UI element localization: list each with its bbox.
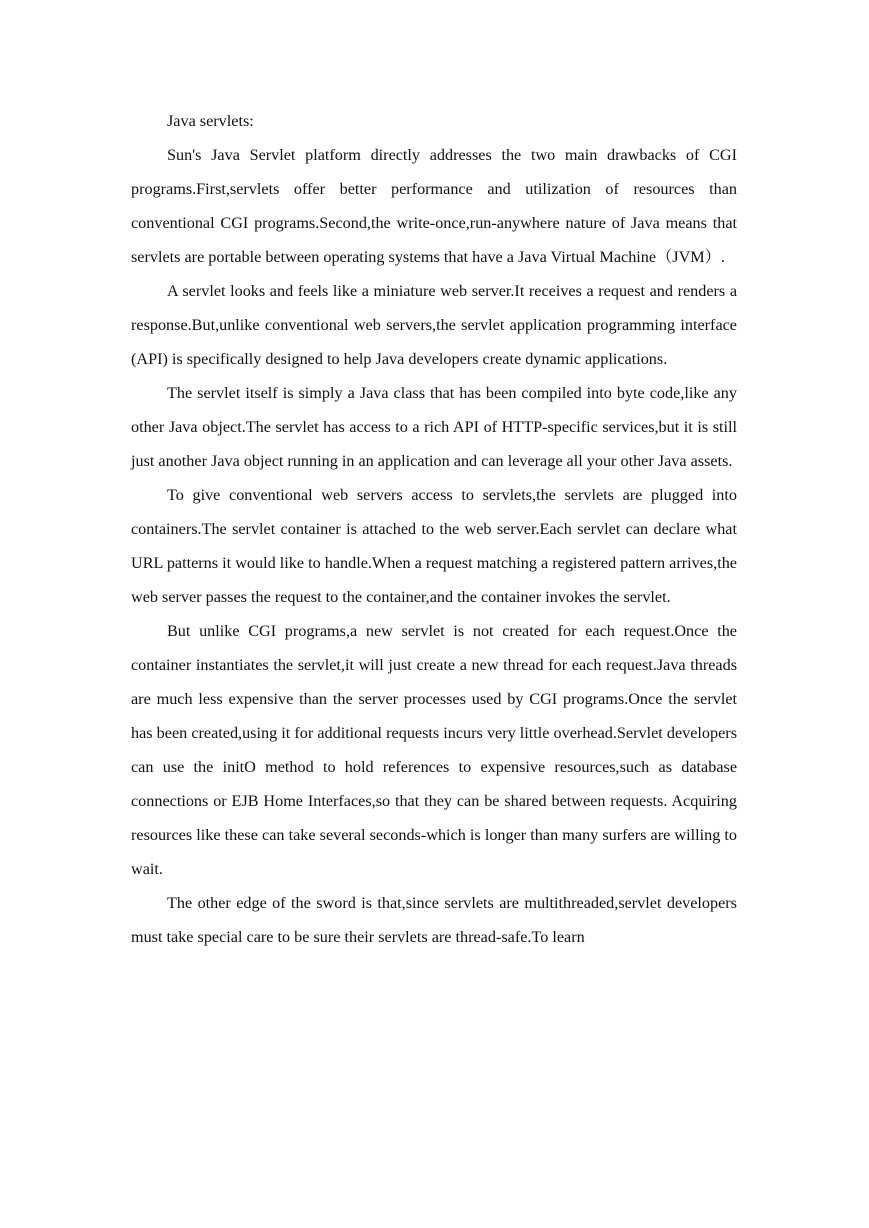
paragraph-servlet-overview: A servlet looks and feels like a miniature web server.It receives a request and renders a response.But,unlike conventional web servers,the servlet application programming interface (API) is specifically designed to help Java developers create dynamic applications. [131, 282, 737, 368]
paragraph-servlet-threads: But unlike CGI programs,a new servlet is not created for each request.Once the container instantiates the servlet,it will just create a new thread for each request.Java threads are much less expensive than the server processes used by CGI programs.Once the servlet has been created,using it for additional requests incurs very little overhead.Servlet developers can use the initO method to hold references to expensive resources,such as database connections or EJB Home Interfaces,so that they can be shared between requests. Acquiring resources like these can take several seconds-which is longer than many surfers are willing to wait. [131, 622, 737, 878]
paragraph-servlet-class: The servlet itself is simply a Java class that has been compiled into byte code,like any other Java object.The servlet has access to a rich API of HTTP-specific services,but it is still just another Java object running in an application and can leverage all your other Java assets. [131, 384, 737, 470]
paragraph-thread-safety: The other edge of the sword is that,since servlets are multithreaded,servlet developers must take special care to be sure their servlets are thread-safe.To learn [131, 894, 737, 946]
paragraph-servlet-platform: Sun's Java Servlet platform directly addresses the two main drawbacks of CGI programs.First,servlets offer better performance and utilization of resources than conventional CGI programs.Second,the write-once,run-anywhere nature of Java means that servlets are portable between operating systems that have a Java Virtual Machine（JVM）. [131, 146, 737, 266]
document-page [131, 104, 737, 954]
paragraph-servlet-containers: To give conventional web servers access to servlets,the servlets are plugged into containers.The servlet container is attached to the web server.Each servlet can declare what URL patterns it would like to handle.When a request matching a registered pattern arrives,the web server passes the request to the container,and the container invokes the servlet. [131, 486, 737, 606]
section-heading: Java servlets: [167, 112, 254, 130]
